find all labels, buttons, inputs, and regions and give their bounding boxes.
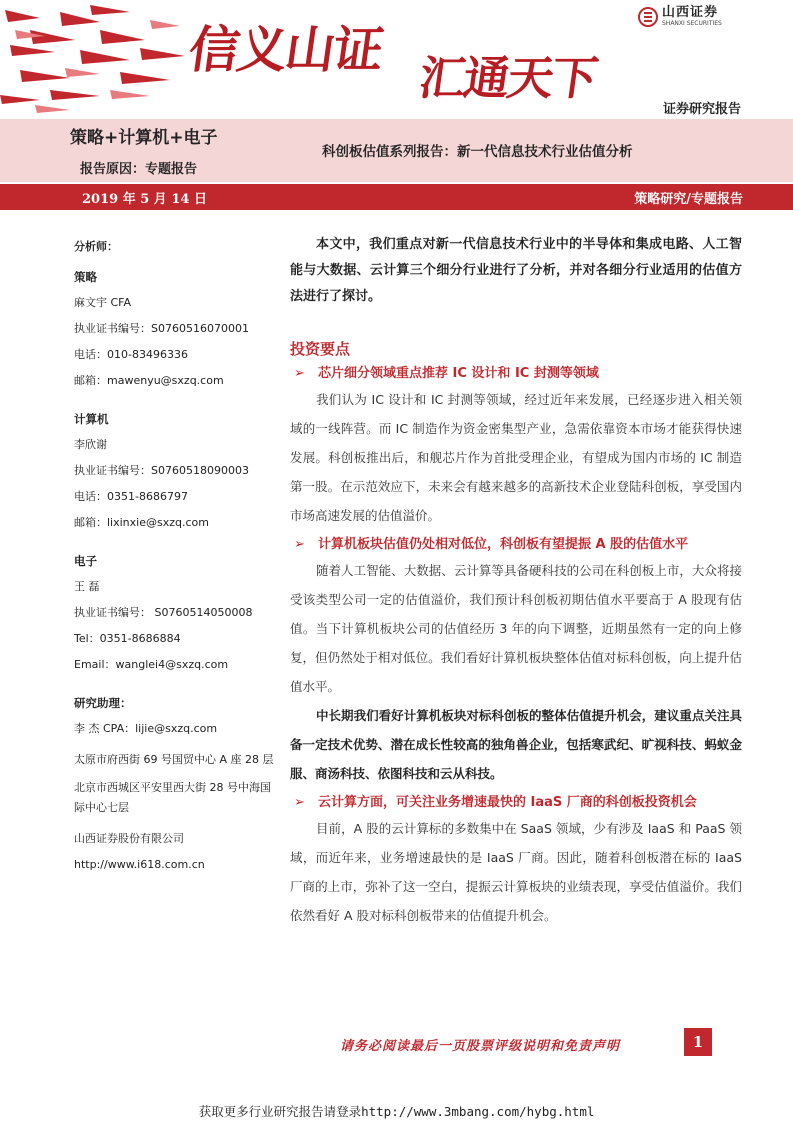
bullet-text: 计算机板块估值仍处相对低位，科创板有望提振 A 股的估值水平 bbox=[318, 537, 689, 552]
report-category: 策略研究/专题报告 bbox=[634, 192, 743, 207]
bullet-heading bbox=[290, 534, 742, 556]
phone: Tel：0351-8686884 bbox=[74, 632, 181, 645]
group-title-computer: 计算机 bbox=[74, 412, 109, 426]
bullet-text: 芯片细分领域重点推荐 IC 设计和 IC 封测等领域 bbox=[318, 366, 599, 381]
company-logo bbox=[638, 6, 722, 27]
group-title-strategy: 策略 bbox=[74, 270, 97, 284]
company-website[interactable]: http://www.i618.com.cn bbox=[74, 858, 205, 871]
body-paragraph: 目前，A 股的云计算标的多数集中在 SaaS 领域，少有涉及 IaaS 和 PaaS 领域，而近年来，业务增速最快的是 IaaS 厂商。因此，随着科创板潜在标的 IaaS 厂商的上市，弥补了这一空白，提振云计算板块的业绩表现，享受估值溢价。我们依然看好 A 股对标科创板带来的估值提升机会。 bbox=[290, 821, 742, 923]
license-number: 执业证书编号：S0760516070001 bbox=[74, 322, 249, 335]
analyst-name: 王 磊 bbox=[74, 580, 100, 593]
assistant-heading: 研究助理： bbox=[74, 696, 132, 710]
bullet-heading bbox=[290, 363, 742, 385]
license-number: 执业证书编号：S0760518090003 bbox=[74, 464, 249, 477]
assistant-contact: 李 杰 CPA：lijie@sxzq.com bbox=[74, 722, 218, 735]
header-banner bbox=[0, 0, 793, 118]
email: Email：wanglei4@sxzq.com bbox=[74, 658, 229, 671]
logo-chinese-name: 山西证券 bbox=[662, 5, 719, 20]
analyst-sidebar bbox=[74, 238, 274, 878]
bullet-arrow-icon: ➢ bbox=[294, 795, 305, 810]
logo-english-name: SHANXI SECURITIES bbox=[662, 20, 722, 27]
main-content bbox=[290, 232, 742, 930]
slogan-part-2: 汇通天下 bbox=[415, 51, 600, 105]
bullet-heading bbox=[290, 792, 742, 814]
group-title-electronics: 电子 bbox=[74, 554, 97, 568]
address-beijing: 北京市西城区平安里西大街 28 号中海国际中心七层 bbox=[74, 781, 271, 814]
phone: 电话：0351-8686797 bbox=[74, 490, 188, 503]
promo-link[interactable]: 获取更多行业研究报告请登录http://www.3mbang.com/hybg.html bbox=[198, 1104, 595, 1119]
bullet-text: 云计算方面，可关注业务增速最快的 IaaS 厂商的科创板投资机会 bbox=[318, 795, 697, 810]
disclaimer-note: 请务必阅读最后一页股票评级说明和免责声明 bbox=[340, 1039, 621, 1054]
company-name: 山西证券股份有限公司 bbox=[74, 832, 184, 845]
body-paragraph: 随着人工智能、大数据、云计算等具备硬科技的公司在科创板上市，大众将接受该类型公司一定的估值溢价，我们预计科创板初期估值水平要高于 A 股现有估值。当下计算机板块公司的估值经历 3 年的向下调整，近期虽然有一定的向上修复，但仍然处于相对低位。我们看好计算机板块整体估值对标科创板，向上提升估值水平。 bbox=[290, 563, 742, 694]
analyst-name: 李欣谢 bbox=[74, 438, 107, 451]
slogan-part-1: 信义山证 bbox=[185, 20, 386, 79]
bullet-arrow-icon: ➢ bbox=[294, 537, 305, 552]
recommendation-paragraph: 中长期我们看好计算机板块对标科创板的整体估值提升机会，建议重点关注具备一定技术优势、潜在成长性较高的独角兽企业，包括寒武纪、旷视科技、蚂蚁金服、商汤科技、依图科技和云从科技。 bbox=[290, 708, 742, 781]
analyst-name: 麻文宇 CFA bbox=[74, 296, 132, 309]
email: 邮箱：lixinxie@sxzq.com bbox=[74, 516, 209, 529]
analyst-heading: 分析师： bbox=[74, 240, 118, 253]
phone: 电话：010-83496336 bbox=[74, 348, 188, 361]
report-date: 2019 年 5 月 14 日 bbox=[82, 192, 207, 207]
report-title: 科创板估值系列报告：新一代信息技术行业估值分析 bbox=[322, 144, 633, 160]
bullet-arrow-icon: ➢ bbox=[294, 366, 305, 381]
intro-paragraph: 本文中，我们重点对新一代信息技术行业中的半导体和集成电路、人工智能与大数据、云计算三个细分行业进行了分析，并对各细分行业适用的估值方法进行了探讨。 bbox=[290, 237, 742, 304]
section-title: 投资要点 bbox=[290, 340, 351, 358]
logo-icon bbox=[638, 7, 658, 27]
address-taiyuan: 太原市府西街 69 号国贸中心 A 座 28 层 bbox=[74, 753, 274, 766]
document-type: 证券研究报告 bbox=[662, 102, 741, 117]
license-number: 执业证书编号： S0760514050008 bbox=[74, 606, 253, 619]
email: 邮箱：mawenyu@sxzq.com bbox=[74, 374, 224, 387]
body-paragraph: 我们认为 IC 设计和 IC 封测等领域，经过近年来发展，已经逐步进入相关领域的一线阵营。而 IC 制造作为资金密集型产业，急需依靠资本市场才能获得快速发展。科创板推出后，和舰芯片作为首批受理企业，有望成为国内市场的 IC 制造第一股。在示范效应下，未来会有越来越多的高新技术企业登陆科创板，享受国内市场高速发展的估值溢价。 bbox=[290, 392, 742, 523]
sector-label: 策略+计算机+电子 bbox=[70, 128, 218, 148]
report-reason: 报告原因：专题报告 bbox=[80, 162, 198, 177]
page-number: 1 bbox=[684, 1028, 712, 1056]
